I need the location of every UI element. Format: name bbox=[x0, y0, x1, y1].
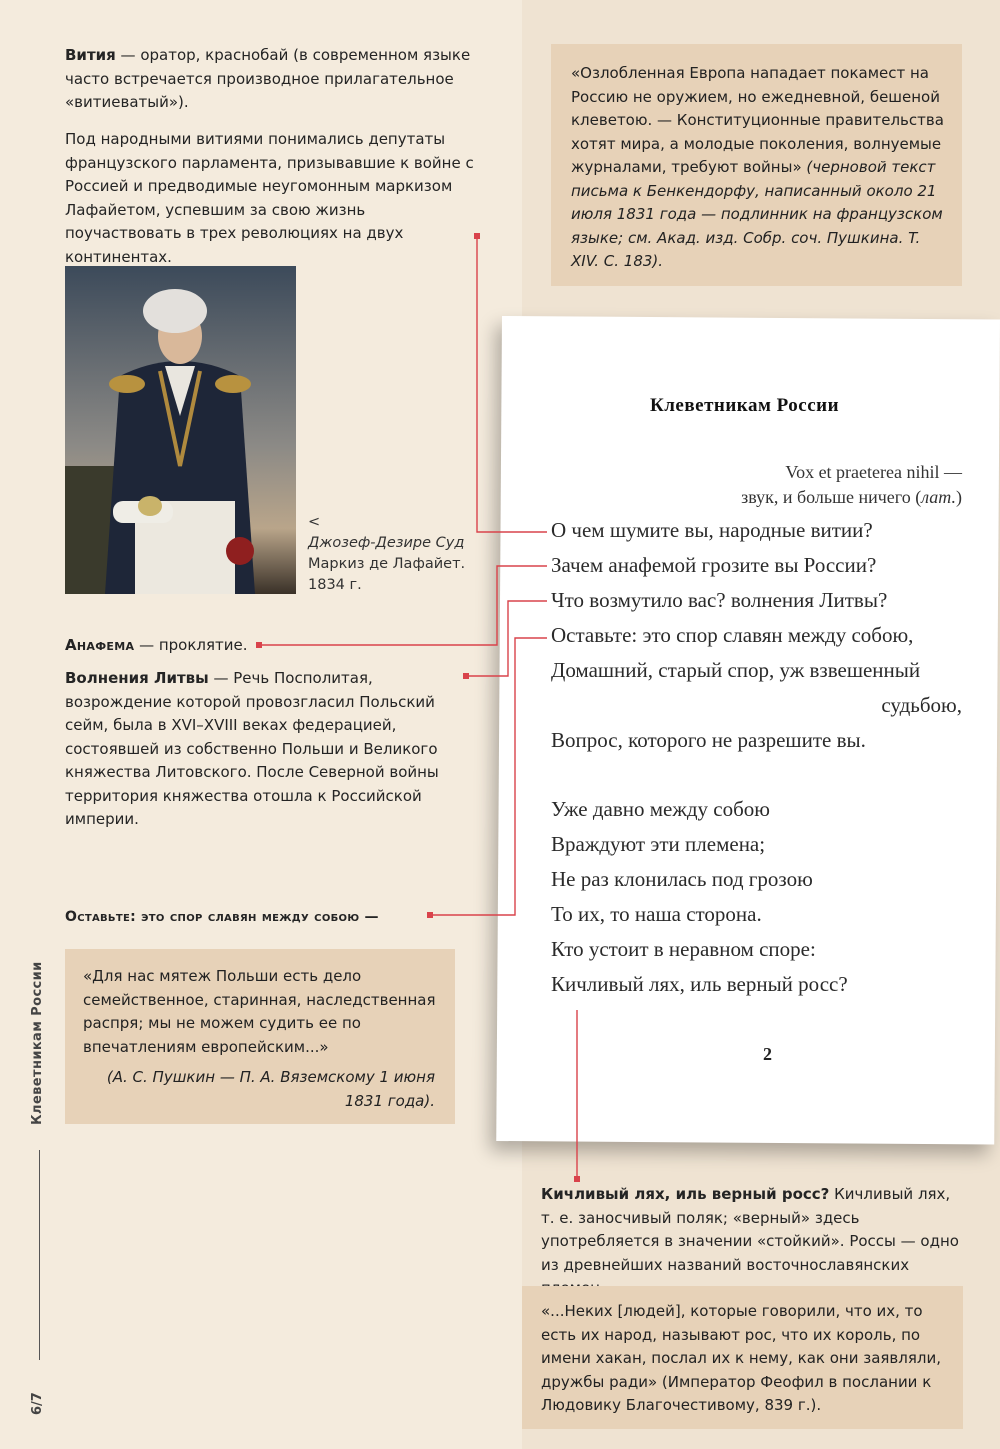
note-kichlivy-definition: Кичливый лях, т. е. заносчивый поляк; «верный» здесь употребляется в значении «стойкий». Россы — одно из древнейших названий восточнославянских bbox=[541, 1185, 959, 1274]
poem-line: Оставьте: это спор славян между собою, bbox=[551, 623, 914, 647]
running-head-title: Клеветникам России bbox=[30, 961, 45, 1125]
running-head-rule bbox=[39, 1150, 40, 1360]
poem-line: О чем шумите вы, народные витии? bbox=[551, 518, 873, 542]
poem-epigraph-line-1: Vox et praeterea nihil — bbox=[785, 462, 962, 482]
note-litva-term: Волнения Литвы bbox=[65, 669, 209, 687]
quote-europe-source: (черновой текст письма к Бенкендорфу, написанный около 21 июля 1831 года — подлинник на французском языке; см. Акад. изд. Собр. соч. Пушкина. T. XIV. С. 183). bbox=[571, 158, 943, 270]
note-anafema-definition: — проклятие. bbox=[134, 636, 248, 654]
note-vitiya-term: Вития bbox=[65, 46, 116, 64]
note-vitiya-definition: — оратор, краснобай (в современном языке часто встречается производное прилагательное «витиеватый»). bbox=[65, 46, 471, 111]
caption-title: Маркиз де Лафайет. bbox=[308, 556, 466, 572]
connector-ostavte bbox=[430, 638, 547, 915]
connector-anafema bbox=[262, 566, 547, 645]
poem-line: Враждуют эти племена; bbox=[551, 832, 766, 856]
poem-line: Домашний, старый спор, уж взвешенный bbox=[551, 658, 921, 682]
epigraph-lang: лат. bbox=[921, 487, 956, 507]
note-kichlivy-term: Кичливый лях, иль верный росс? bbox=[541, 1185, 830, 1203]
note-anafema-term: Анафема bbox=[65, 636, 135, 654]
caption-year: 1834 г. bbox=[308, 577, 362, 593]
caption-mark: < bbox=[308, 514, 321, 530]
poem-title: Клеветникам России bbox=[650, 395, 840, 416]
poem-line: Не раз клонилась под грозою bbox=[551, 867, 813, 891]
poem-line-continuation: судьбою, bbox=[881, 693, 962, 717]
caption-artist: Джозеф-Дезире Суд bbox=[308, 535, 465, 551]
connector-dot bbox=[574, 1176, 580, 1182]
poem-line: Уже давно между собою bbox=[551, 797, 770, 821]
epigraph-translation: звук, и больше ничего ( bbox=[741, 487, 922, 507]
poem-line: Кто устоит в неравном споре: bbox=[551, 937, 816, 961]
connector-dot bbox=[427, 912, 433, 918]
note-litva-definition: — Речь Посполитая, возрождение которой провозгласил Польский сейм, была в XVI–XVIII веках федерацией, состоявшей из собственно Польши и Великого княжества Литовского. После Северной войны территория княжества отошла к Российской империи. bbox=[65, 669, 439, 828]
note-ostavte-term: Оставьте: это спор славян между собою — bbox=[65, 909, 379, 925]
connector-dot bbox=[463, 673, 469, 679]
poem-line: То их, то наша сторона. bbox=[551, 902, 762, 926]
poem-line: Зачем анафемой грозите вы России? bbox=[551, 553, 877, 577]
poem-line: Вопрос, которого не разрешите вы. bbox=[551, 728, 866, 752]
poem-line: Что возмутило вас? волнения Литвы? bbox=[551, 588, 888, 612]
connector-dot bbox=[256, 642, 262, 648]
quote-ros-text: «...Неких [людей], которые говорили, что их, то есть их народ, называют рос, что их король, по имени хакан, послал их к нему, как они заявляли, дружбы ради» (Император Феофил в послании к Людовику Благочестивому, 839 г.). bbox=[541, 1302, 941, 1414]
note-vitiya-extended: Под народными витиями понимались депутаты французского парламента, призывавшие к войне с Россией и предводимые неугомонным маркизом Лафайетом, успевшим за свою жизнь поучаствовать в трех революциях на двух континентах. bbox=[65, 130, 474, 266]
epigraph-close: ) bbox=[956, 487, 962, 507]
connector-vitiya bbox=[477, 236, 547, 532]
quote-poland-source: (А. С. Пушкин — П. А. Вяземскому 1 июня 1831 года). bbox=[106, 1068, 435, 1110]
poem-page-number: 2 bbox=[763, 1044, 772, 1064]
quote-poland-text: «Для нас мятеж Польши есть дело семейственное, старинная, наследственная распря; мы не можем судить ее по впечатлениям европейским...» bbox=[83, 967, 436, 1056]
running-head-page: 6/7 bbox=[30, 1392, 45, 1415]
quote-europe: «Озлобленная Европа нападает покамест на Россию не оружием, но ежедневной, бешеной клеветою. — Конституционные правительства хотят мира, а молодые поколения, волнуемые журналами, требуют войны» bbox=[571, 64, 944, 176]
poem-line: Кичливый лях, иль верный росс? bbox=[551, 972, 848, 996]
connector-dot bbox=[474, 233, 480, 239]
